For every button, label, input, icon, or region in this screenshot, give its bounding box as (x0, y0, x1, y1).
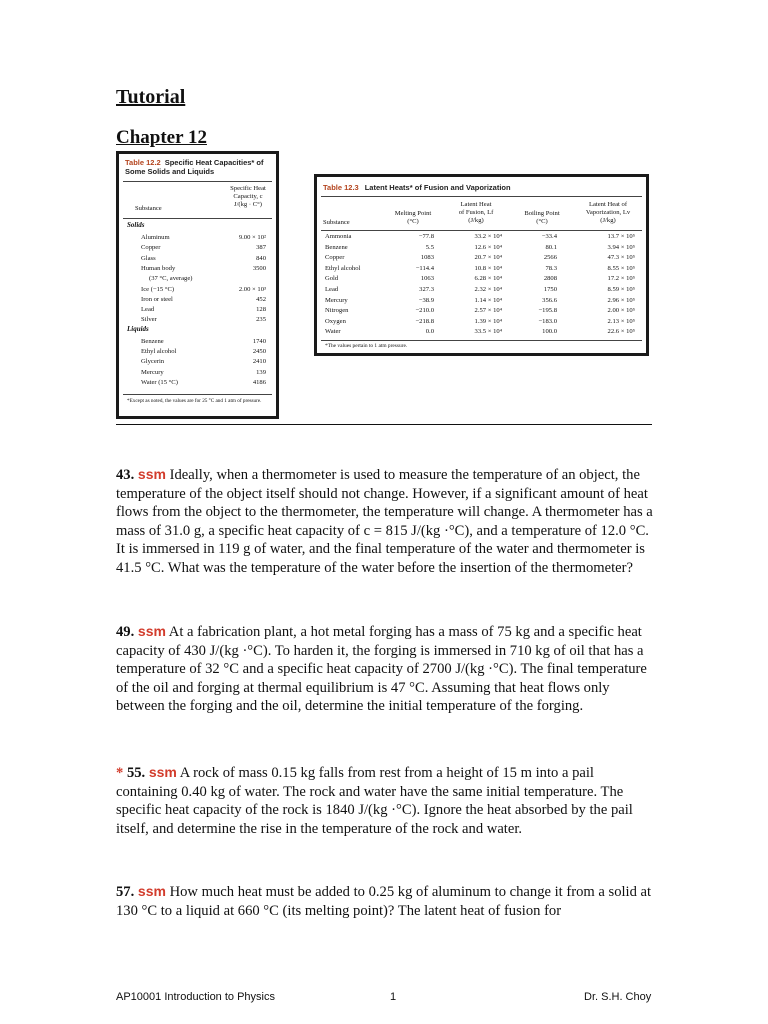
specific-heat-value: 840 (256, 254, 266, 262)
specific-heat-value: 2410 (252, 358, 266, 366)
problem-49 (116, 622, 656, 716)
header-line: (J/kg) (468, 217, 484, 224)
substance-name: Aluminum (141, 234, 170, 241)
boiling-point: 78.3 (545, 264, 557, 272)
divider (321, 196, 642, 197)
boiling-point: −183.0 (538, 317, 557, 325)
specific-heat-value: 1740 (252, 337, 266, 345)
vaporization-header (575, 201, 641, 225)
table-number: Table 12.2 (125, 158, 161, 167)
latent-heat-fusion: 10.8 × 10⁴ (474, 264, 502, 272)
table-number: Table 12.3 (323, 183, 359, 192)
table-caption-text: Latent Heats* of Fusion and Vaporization (364, 183, 511, 192)
table-caption-text: Specific Heat Capacities* of Some Solids and Liquids (125, 158, 264, 176)
substance-name: Benzene (325, 243, 348, 251)
divider (123, 181, 272, 182)
ssm-tag: ssm (137, 623, 166, 639)
latent-heat-vaporization: 8.59 × 10⁵ (607, 286, 635, 293)
latent-heat-fusion: 2.32 × 10⁴ (474, 286, 502, 293)
table-row (317, 253, 646, 264)
specific-heat-value: 452 (256, 295, 266, 303)
boiling-point: −33.4 (541, 233, 557, 240)
boiling-point: 356.6 (542, 296, 557, 304)
specific-heat-value: 4186 (252, 378, 266, 386)
header-line: (°C) (536, 218, 548, 225)
section-label: Solids (127, 221, 145, 229)
specific-heat-value: 235 (256, 316, 266, 324)
latent-heat-vaporization: 47.3 × 10⁵ (607, 254, 635, 262)
ssm-tag: ssm (148, 764, 177, 780)
table-row (317, 243, 646, 254)
latent-heat-vaporization: 8.55 × 10⁵ (607, 264, 635, 272)
substance-name: Iron or steel (141, 295, 173, 303)
problem-text: A rock of mass 0.15 kg falls from rest from a height of 15 m into a pail containing 0.40 kg of water. The rock and water have the same initial temperature. The specific heat capacity of the rock is 1840 J/(kg ·°C). Ignore the heat absorbed by the pail itself, and determine the rise in the temperature of the rock and water. (116, 765, 633, 837)
header-line: of Fusion, Lf (458, 209, 494, 216)
table-row (317, 274, 646, 285)
substance-name: Oxygen (325, 317, 346, 325)
boiling-point: 100.0 (542, 328, 557, 336)
table-row (317, 232, 646, 243)
page-title: Tutorial (116, 86, 186, 108)
section-label: Liquids (127, 324, 149, 333)
latent-heat-fusion: 33.5 × 10⁴ (474, 328, 502, 336)
problem-55 (116, 763, 656, 838)
header-line: Vaporization, Lv (585, 209, 631, 216)
melting-point: −114.4 (415, 264, 434, 272)
specific-heat-value: 2.00 × 10³ (238, 285, 266, 293)
melting-point: 1063 (420, 275, 434, 283)
column-header (219, 185, 277, 209)
table-row (317, 317, 646, 328)
melting-point: 0.0 (425, 328, 434, 336)
melting-point: 327.3 (419, 286, 434, 293)
section-divider (116, 424, 652, 425)
problem-text: How much heat must be added to 0.25 kg of aluminum to change it from a solid at 130 °C to a liquid at 660 °C (its melting point)? The latent heat of fusion for (116, 884, 652, 919)
specific-heat-value: 9.00 × 10² (238, 234, 266, 241)
latent-heat-vaporization: 2.13 × 10⁵ (607, 317, 635, 325)
substance-name: Copper (325, 254, 345, 262)
substance-name: Ethyl alcohol (325, 264, 361, 272)
header-line: Latent Heat (460, 201, 492, 208)
table-caption (323, 183, 511, 192)
latent-heat-vaporization: 13.7 × 10⁵ (607, 233, 635, 240)
substance-name: Water (15 °C) (141, 378, 178, 386)
table-specific-heat (116, 151, 279, 419)
problem-number: 57. (116, 884, 135, 900)
star-marker: * (116, 765, 124, 781)
substance-name: (37 °C, average) (149, 275, 193, 283)
table-footnote: *The values pertain to 1 atm pressure. (325, 343, 408, 349)
divider (321, 230, 642, 231)
substance-name: Ethyl alcohol (141, 348, 177, 355)
melting-point: −218.8 (415, 317, 434, 325)
specific-heat-value: 139 (256, 368, 266, 376)
substance-name: Mercury (141, 368, 164, 376)
boiling-point: 2566 (543, 254, 557, 262)
table-row (317, 285, 646, 296)
header-line: Boiling Point (524, 210, 560, 217)
latent-heat-vaporization: 2.00 × 10⁵ (607, 307, 635, 315)
boiling-point-header (513, 210, 571, 226)
table-latent-heat (314, 174, 649, 356)
table-footnote: *Except as noted, the values are for 25 °C and 1 atm of pressure. (127, 398, 262, 404)
substance-name: Human body (141, 264, 176, 272)
latent-heat-vaporization: 2.96 × 10⁵ (607, 296, 635, 304)
substance-name: Nitrogen (325, 307, 349, 315)
substance-name: Silver (141, 316, 157, 324)
header-line: (°C) (407, 218, 419, 225)
substance-name: Glycerin (141, 358, 165, 366)
substance-name: Mercury (325, 296, 348, 304)
melting-point: 5.5 (425, 243, 434, 251)
substance-name: Lead (325, 286, 339, 293)
latent-heat-vaporization: 3.94 × 10⁵ (607, 243, 635, 251)
latent-heat-fusion: 2.57 × 10⁴ (474, 307, 502, 315)
column-header-line: Specific Heat (230, 185, 266, 192)
specific-heat-value: 3500 (252, 264, 266, 272)
ssm-tag: ssm (137, 883, 166, 899)
problem-number: 43. (116, 467, 135, 483)
specific-heat-value: 387 (256, 244, 266, 252)
latent-heat-fusion: 1.39 × 10⁴ (474, 317, 502, 325)
substance-name: Water (325, 328, 341, 336)
problem-57 (116, 882, 656, 920)
melting-point: −38.9 (418, 296, 434, 304)
table-caption (125, 158, 275, 176)
melting-point-header (383, 210, 443, 226)
latent-heat-fusion: 1.14 × 10⁴ (474, 296, 502, 304)
boiling-point: 1750 (543, 286, 557, 293)
melting-point: −210.0 (415, 307, 434, 315)
latent-heat-fusion: 12.6 × 10⁴ (474, 243, 502, 251)
problem-43 (116, 465, 656, 578)
divider (321, 340, 642, 341)
footer-author: Dr. S.H. Choy (584, 991, 652, 1003)
substance-header: Substance (323, 219, 350, 226)
boiling-point: −195.8 (538, 307, 557, 315)
boiling-point: 80.1 (545, 243, 557, 251)
header-line: (J/kg) (600, 217, 616, 224)
melting-point: −77.8 (418, 233, 434, 240)
divider (123, 394, 272, 395)
melting-point: 1083 (420, 254, 434, 262)
latent-heat-fusion: 20.7 × 10⁴ (474, 254, 502, 262)
substance-name: Gold (325, 275, 339, 283)
chapter-heading: Chapter 12 (116, 127, 207, 148)
problem-text: Ideally, when a thermometer is used to measure the temperature of an object, the temperature of the object itself should not change. However, if a significant amount of heat flows from the object to the thermometer, the temperature will change. A thermometer has a mass of 31.0 g, a specific heat capacity of c = 815 J/(kg ·°C), and a temperature of 12.0 °C. It is immersed in 119 g of water, and the final temperature of the water and thermometer is 41.5 °C. What was the temperature of the water before the insertion of the thermometer? (116, 467, 653, 576)
header-line: Latent Heat of (588, 201, 628, 208)
problem-text: At a fabrication plant, a hot metal forging has a mass of 75 kg and a specific heat capacity of 430 J/(kg ·°C). To harden it, the forging is immersed in 710 kg of oil that has a temperature of 32 °C and a specific heat capacity of 2700 J/(kg ·°C). The final temperature of the oil and forging at thermal equilibrium is 47 °C. Assuming that heat flows only between the forging and the oil, determine the initial temperature of the forging. (116, 624, 647, 715)
table-row (317, 264, 646, 275)
latent-heat-fusion: 33.2 × 10⁴ (474, 233, 502, 240)
latent-heat-vaporization: 17.2 × 10⁵ (607, 275, 635, 283)
footer-page-number: 1 (390, 991, 397, 1003)
header-line: Melting Point (394, 210, 432, 217)
substance-name: Benzene (141, 337, 164, 345)
substance-name: Ammonia (325, 233, 352, 240)
fusion-header (445, 201, 507, 225)
latent-heat-vaporization: 22.6 × 10⁵ (607, 328, 635, 336)
problem-number: 55. (126, 765, 146, 781)
boiling-point: 2808 (543, 275, 557, 283)
table-row (317, 306, 646, 317)
table-row (119, 377, 276, 388)
divider (123, 218, 272, 219)
table-row (317, 327, 646, 338)
problem-number: 49. (116, 624, 135, 640)
substance-header: Substance (135, 205, 162, 212)
specific-heat-value: 128 (256, 306, 266, 314)
substance-name: Copper (141, 244, 161, 252)
latent-heat-fusion: 6.28 × 10⁴ (474, 275, 502, 283)
footer-course: AP10001 Introduction to Physics (116, 991, 275, 1003)
specific-heat-value: 2450 (252, 348, 266, 355)
substance-name: Ice (−15 °C) (141, 285, 175, 293)
column-header-line: J/(kg · C°) (234, 201, 262, 208)
table-row (317, 296, 646, 307)
column-header-line: Capacity, c (233, 193, 263, 200)
ssm-tag: ssm (137, 466, 166, 482)
substance-name: Glass (141, 254, 156, 262)
substance-name: Lead (141, 306, 155, 314)
